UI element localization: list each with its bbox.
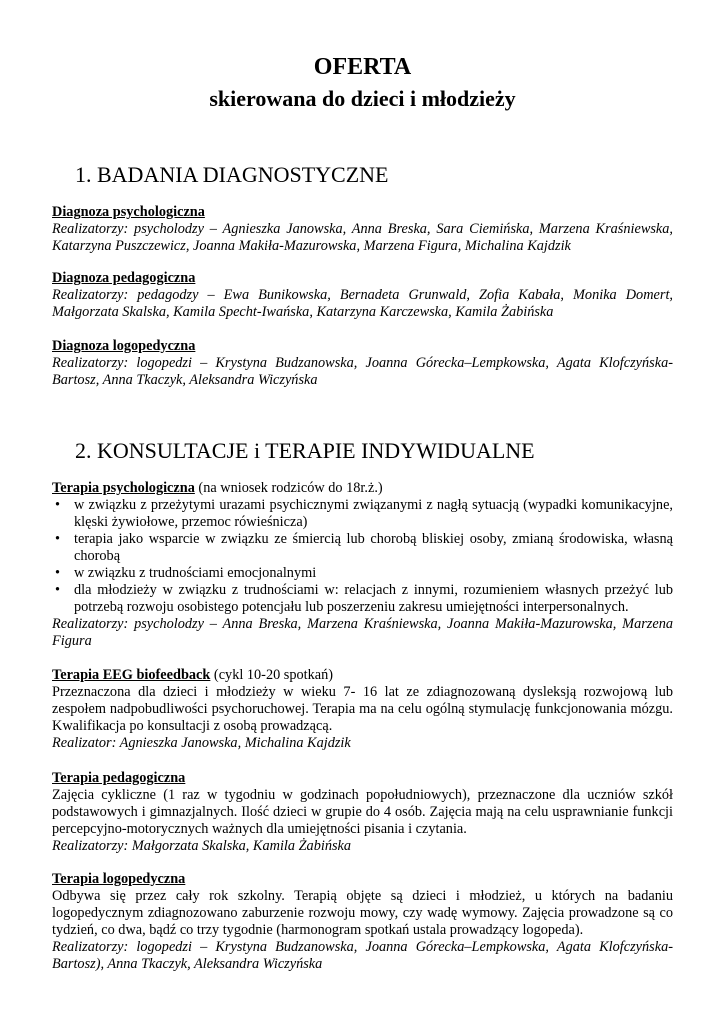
list-item: • w związku z przeżytymi urazami psychicznymi związanymi z nagłą sytuacją (wypadki komunikacyjne, klęski żywiołowe, przemoc rówieśnicza) [55,497,673,530]
diagnosis-speech-realizers: Realizatorzy: logopedzi – Krystyna Budzanowska, Joanna Górecka–Lempkowska, Agata Klofczyńska-Bartosz, Anna Tkaczyk, Aleksandra Wiczyńska [52,355,673,388]
diagnosis-speech [52,338,673,389]
therapy-psychological-note: (na wniosek rodziców do 18r.ż.) [194,480,383,496]
therapy-speech-heading: Terapia logopedyczna [52,871,186,887]
diagnosis-psychological-heading: Diagnoza psychologiczna [52,204,205,220]
therapy-speech-realizers: Realizatorzy: logopedzi – Krystyna Budzanowska, Joanna Górecka–Lempkowska, Agata Klofczyńska-Bartosz), Anna Tkaczyk, Aleksandra Wiczyńska [52,939,673,972]
list-item: • w związku z trudnościami emocjonalnymi [55,565,317,581]
page-title: OFERTA [313,54,412,80]
diagnosis-psychological [52,204,673,255]
therapy-eeg [52,667,673,752]
list-item: • dla młodzieży w związku z trudnościami w: relacjach z innymi, rozumieniem własnych przeżyć lub potrzebą rozwoju osobistego potencjału lub poszerzeniu zakresu umiejętności interpersonalnych. [55,582,673,615]
therapy-psychological-heading: Terapia psychologiczna [52,480,195,496]
page-subtitle: skierowana do dzieci i młodzieży [209,86,516,111]
therapy-eeg-note: (cykl 10-20 spotkań) [210,667,334,683]
therapy-pedagogical-heading: Terapia pedagogiczna [52,770,186,786]
list-item: • terapia jako wsparcie w związku ze śmiercią lub chorobą bliskiej osoby, zmianą środowiska, własną chorobą [55,531,673,564]
therapy-eeg-body: Przeznaczona dla dzieci i młodzieży w wieku 7- 16 lat ze zdiagnozowaną dysleksją rozwojową lub zespołem nadpobudliwości psychoruchowej. Terapia ma na celu ogólną stymulację funkcjonowania mózgu. Kwalifikacja po konsultacji z osobą prowadzącą. [52,684,673,734]
therapy-eeg-heading: Terapia EEG biofeedback [52,667,211,683]
diagnosis-pedagogical-heading: Diagnoza pedagogiczna [52,270,196,286]
therapy-psychological [52,480,673,650]
therapy-pedagogical-realizers: Realizatorzy: Małgorzata Skalska, Kamila Żabińska [52,838,352,854]
diagnosis-psychological-realizers: Realizatorzy: psycholodzy – Agnieszka Janowska, Anna Breska, Sara Ciemińska, Marzena Kraśniewska, Katarzyna Puszczewicz, Joanna Makiła-Mazurowska, Marzena Figura, Michalina Kajdzik [52,221,673,254]
bullet-icon: • [55,531,61,547]
therapy-pedagogical-body: Zajęcia cykliczne (1 raz w tygodniu w godzinach popołudniowych), przeznaczone dla uczniów szkół podstawowych i gimnazjalnych. Ilość dzieci w grupie do 4 osób. Zajęcia mają na celu usprawnianie funkcji percepcyjno-motorycznych ważnych dla umiejętności pisania i czytania. [52,787,673,837]
therapy-speech-body: Odbywa się przez cały rok szkolny. Terapią objęte są dzieci i młodzież, u których na badaniu logopedycznym zdiagnozowano zaburzenie rozwoju mowy, czy wadę wymowy. Zajęcia prowadzone są co tydzień, co dwa, bądź co trzy tygodnie (harmonogram spotkań ustala prowadzący logopeda). [52,888,673,938]
therapy-eeg-realizers: Realizator: Agnieszka Janowska, Michalina Kajdzik [52,735,351,751]
therapy-pedagogical [52,770,673,855]
section-heading-diagnostics: 1. BADANIA DIAGNOSTYCZNE [75,162,389,187]
bullet-icon: • [55,582,61,598]
section-heading-consultations: 2. KONSULTACJE i TERAPIE INDYWIDUALNE [75,438,535,463]
diagnosis-speech-heading: Diagnoza logopedyczna [52,338,196,354]
therapy-psychological-realizers: Realizatorzy: psycholodzy – Anna Breska, Marzena Kraśniewska, Joanna Makiła-Mazurowska, Marzena Figura [52,616,673,649]
therapy-speech [52,871,673,973]
diagnosis-pedagogical [52,270,673,321]
bullet-icon: • [55,565,61,581]
diagnosis-pedagogical-realizers: Realizatorzy: pedagodzy – Ewa Bunikowska, Bernadeta Grunwald, Zofia Kabała, Monika Domert, Małgorzata Skalska, Kamila Specht-Iwańska, Katarzyna Karczewska, Kamila Żabińska [52,287,673,320]
therapy-psychological-list [52,497,673,616]
bullet-icon: • [55,497,61,513]
